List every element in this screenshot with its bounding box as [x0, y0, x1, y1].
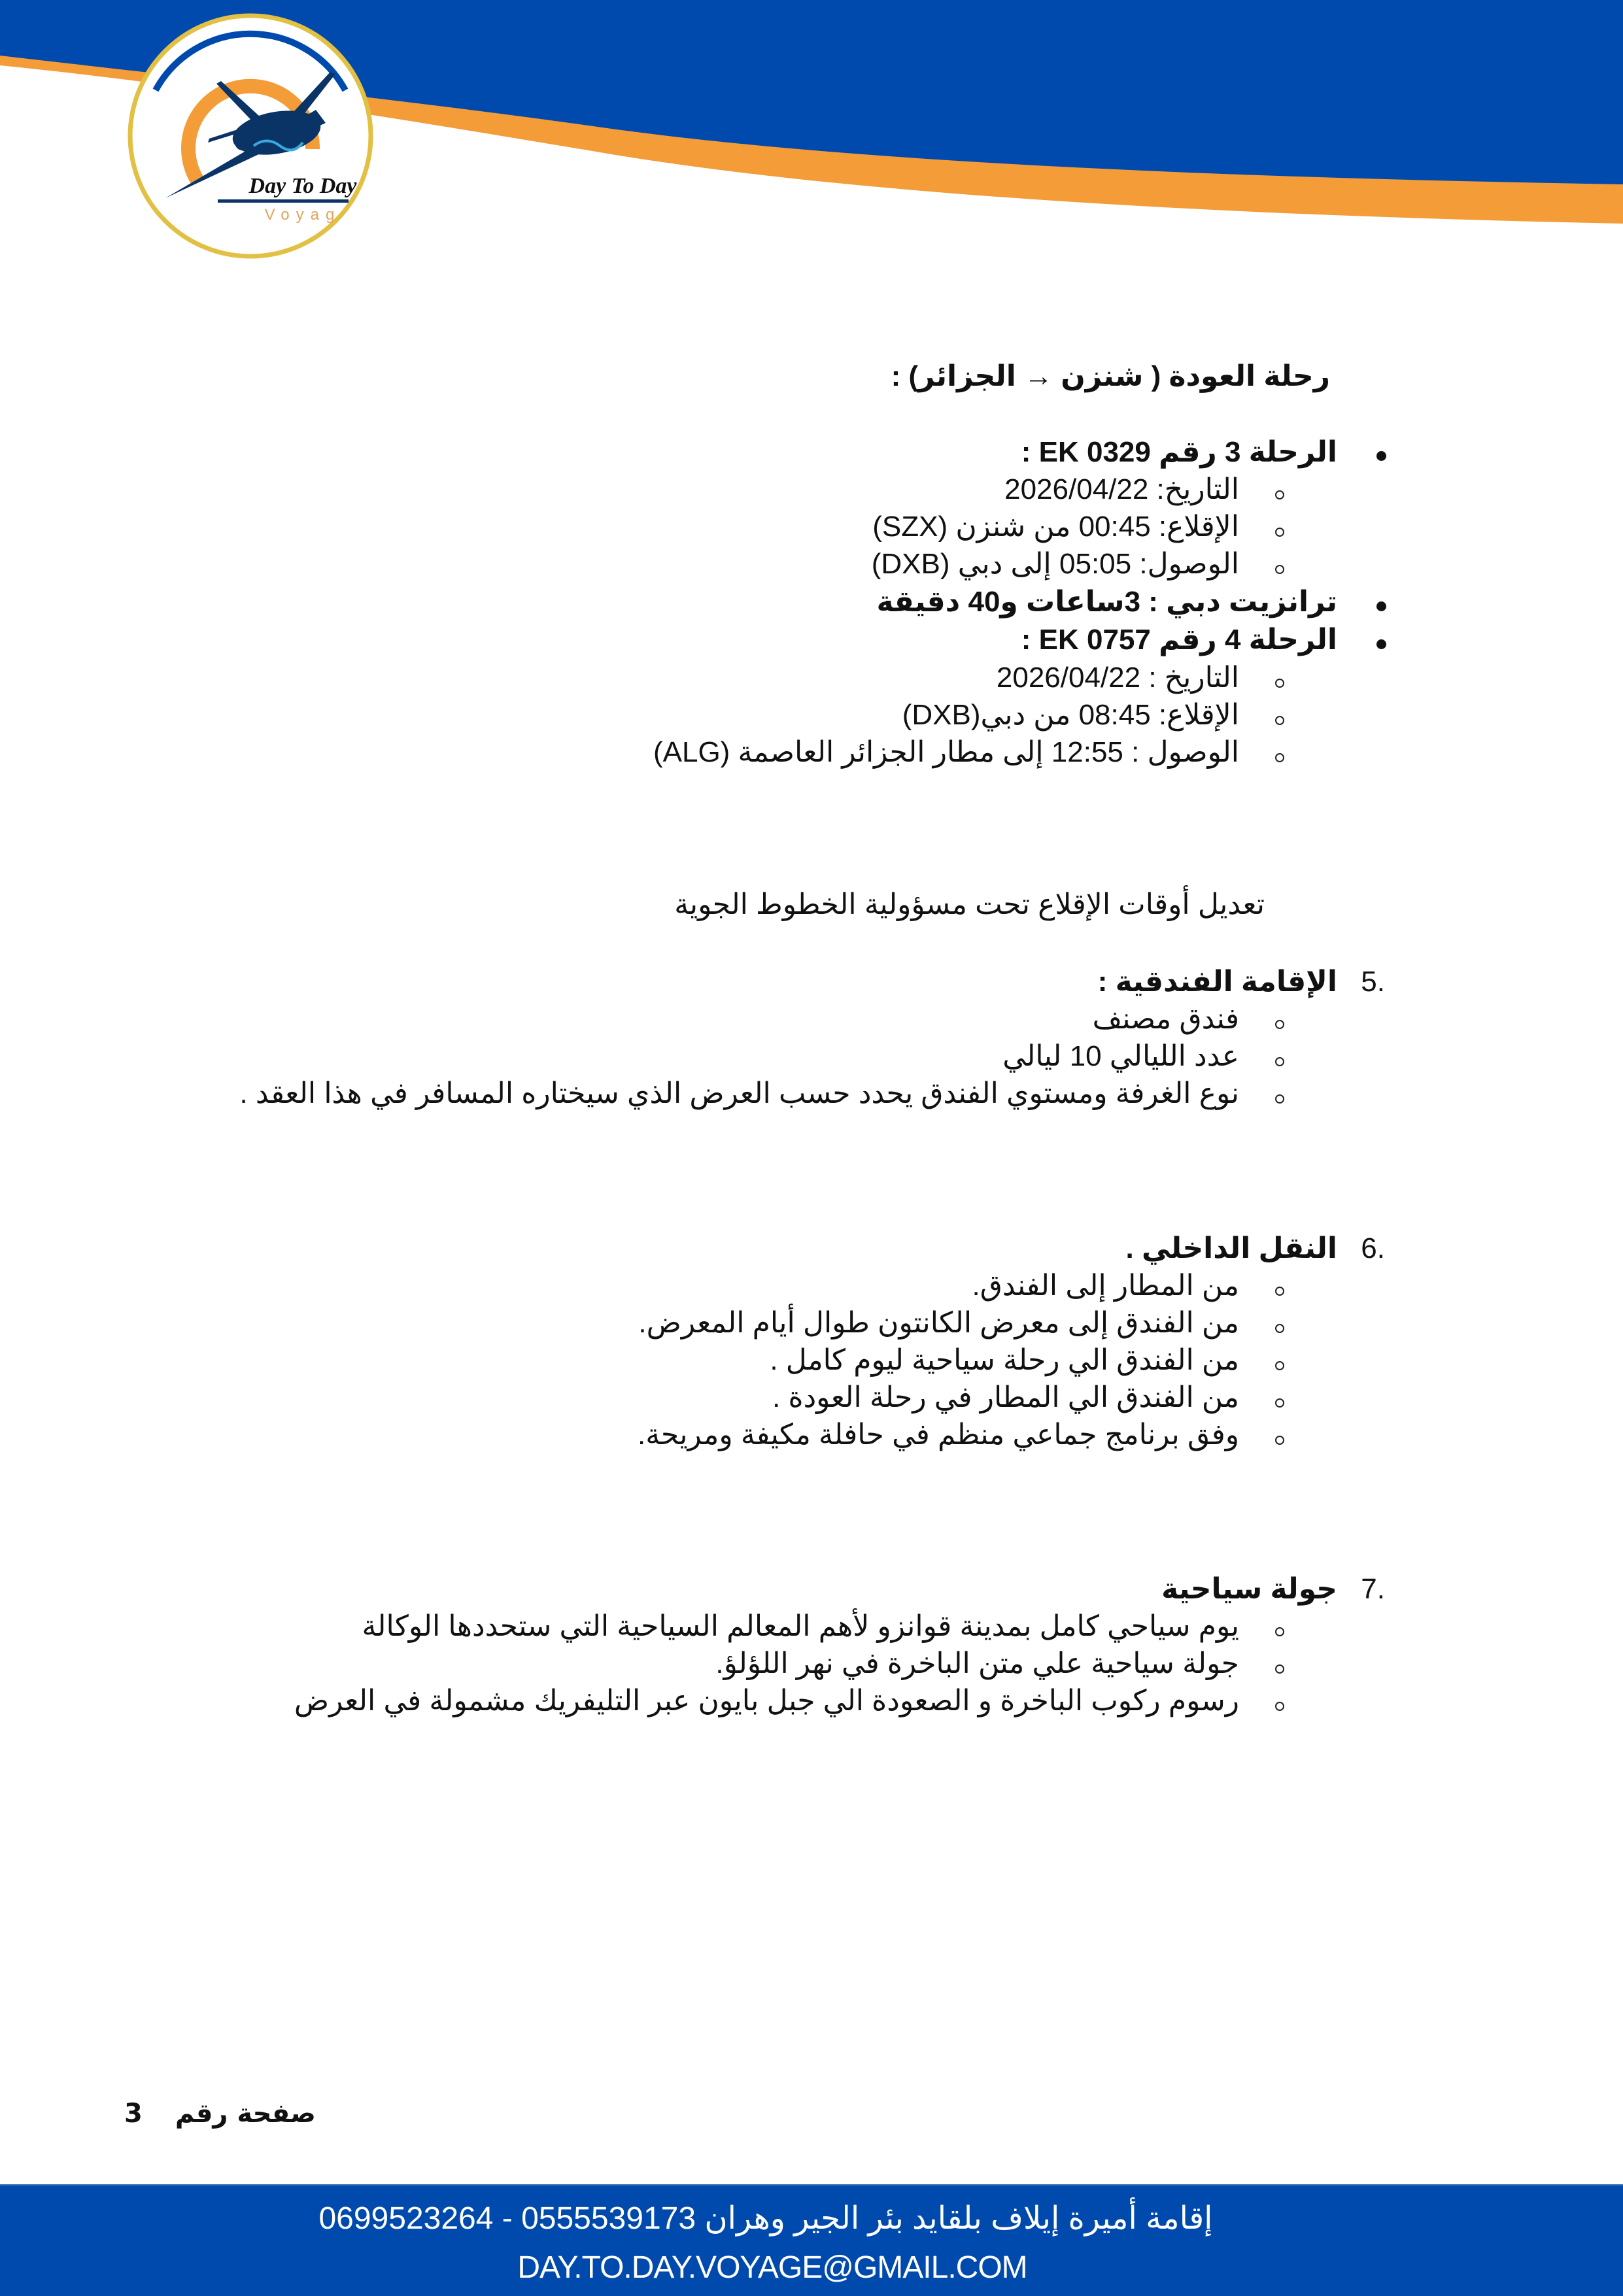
- bullet-circle-icon: [1275, 1324, 1284, 1333]
- flight-4-label: الرحلة 4 رقم EK 0757 :: [1021, 624, 1337, 656]
- tour-item: رسوم ركوب الباخرة و الصعودة الي جبل بايون عبر التليفريك مشمولة في العرض: [294, 1685, 1239, 1717]
- section-hotel-title: الإقامة الفندقية :: [1097, 966, 1337, 998]
- transport-item: من الفندق الي رحلة سياحية ليوم كامل .: [770, 1344, 1239, 1376]
- bullet-circle-icon: [1275, 1398, 1284, 1408]
- bullet-circle-icon: [1275, 1702, 1284, 1711]
- transport-item: من الفندق الي المطار في رحلة العودة .: [772, 1381, 1239, 1413]
- flight-4-departure: الإقلاع: 08:45 من دبي(DXB): [902, 699, 1239, 731]
- bullet-circle-icon: [1275, 679, 1284, 688]
- bullet-circle-icon: [1275, 1627, 1284, 1636]
- flight-4-date: التاريخ : 2026/04/22: [996, 662, 1239, 694]
- page-number-value: 3: [124, 2099, 143, 2129]
- bullet-circle-icon: [1275, 1057, 1284, 1066]
- bullet-circle-icon: [1275, 1094, 1284, 1104]
- tour-item: يوم سياحي كامل بمدينة قوانزو لأهم المعالم السياحية التي ستحددها الوكالة: [362, 1610, 1239, 1642]
- return-trip-title: رحلة العودة ( شنزن → الجزائر) :: [891, 360, 1330, 392]
- section-number: 6.: [1361, 1232, 1385, 1264]
- section-tour-title: جولة سياحية: [1161, 1573, 1337, 1605]
- bullet-disc-icon: [1376, 639, 1386, 649]
- transport-item: من المطار إلى الفندق.: [972, 1270, 1239, 1302]
- page-number: [124, 2099, 316, 2129]
- logo-subtitle: Voyag: [264, 206, 341, 224]
- transport-item: وفق برنامج جماعي منظم في حافلة مكيفة ومريحة.: [638, 1419, 1239, 1451]
- bullet-circle-icon: [1275, 528, 1284, 537]
- flight-3-label: الرحلة 3 رقم EK 0329 :: [1021, 436, 1337, 468]
- footer-contact-band: [0, 2184, 1623, 2296]
- hotel-item: فندق مصنف: [1092, 1003, 1239, 1035]
- transport-item: من الفندق إلى معرض الكانتون طوال أيام المعرض.: [638, 1307, 1239, 1339]
- bullet-circle-icon: [1275, 565, 1284, 574]
- flight-4-arrival: الوصول : 12:55 إلى مطار الجزائر العاصمة (ALG): [653, 736, 1239, 768]
- flight-3-arrival: الوصول: 05:05 إلى دبي (DXB): [871, 548, 1239, 580]
- footer-address-phone: إقامة أميرة إيلاف بلقايد بئر الجير وهران 0555539173 - 0699523264: [318, 2201, 1213, 2236]
- bullet-circle-icon: [1275, 1436, 1284, 1445]
- bullet-disc-icon: [1376, 451, 1386, 461]
- bullet-circle-icon: [1275, 490, 1284, 499]
- footer-email: DAY.TO.DAY.VOYAGE@GMAIL.COM: [517, 2250, 1027, 2285]
- logo-wordmark: Day To Day: [248, 174, 357, 198]
- bullet-circle-icon: [1275, 716, 1284, 725]
- bullet-circle-icon: [1275, 1361, 1284, 1370]
- section-number: 5.: [1361, 966, 1385, 998]
- flight-3-date: التاريخ: 2026/04/22: [1004, 473, 1239, 505]
- section-number: 7.: [1361, 1573, 1385, 1605]
- bullet-circle-icon: [1275, 1287, 1284, 1296]
- hotel-item: عدد الليالي 10 ليالي: [1002, 1040, 1239, 1072]
- departure-times-note: تعديل أوقات الإقلاع تحت مسؤولية الخطوط الجوية: [674, 888, 1265, 920]
- hotel-item: نوع الغرفة ومستوي الفندق يحدد حسب العرض الذي سيختاره المسافر في هذا العقد .: [239, 1077, 1239, 1109]
- page-number-label: صفحة رقم: [175, 2099, 316, 2129]
- section-transport-title: النقل الداخلي .: [1125, 1232, 1337, 1264]
- flight-3-departure: الإقلاع: 00:45 من شنزن (SZX): [872, 511, 1239, 543]
- bullet-circle-icon: [1275, 1664, 1284, 1674]
- transit-dubai: ترانزيت دبي : 3ساعات و40 دقيقة: [876, 586, 1337, 618]
- bullet-circle-icon: [1275, 1020, 1284, 1029]
- bullet-disc-icon: [1376, 601, 1386, 611]
- tour-item: جولة سياحية علي متن الباخرة في نهر اللؤلؤ.: [715, 1647, 1239, 1680]
- bullet-circle-icon: [1275, 753, 1284, 762]
